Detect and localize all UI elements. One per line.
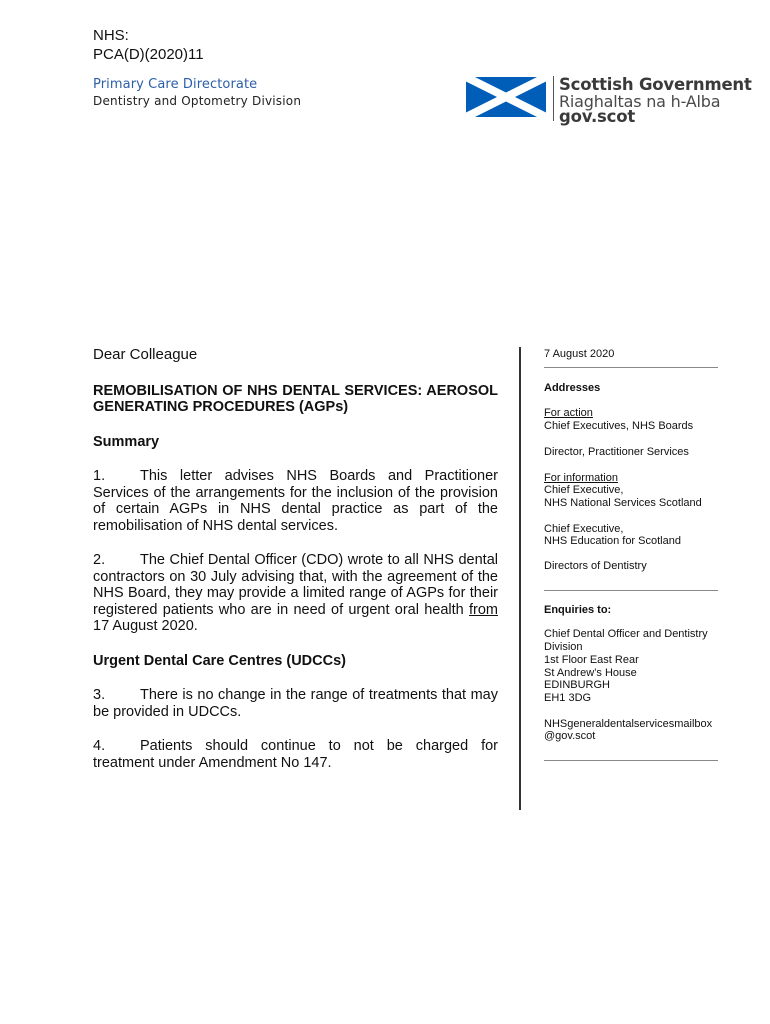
paragraph-2-underlined: from [469,601,498,618]
for-action-recipient-2: Director, Practitioner Services [544,445,689,458]
letter-reference [93,26,204,64]
paragraph-4-number: 4. [93,738,106,754]
division-name: Dentistry and Optometry Division [93,94,302,108]
paragraph-2 [93,552,498,635]
paragraph-3-text: There is no change in the range of treatments that may be provided in UDCCs. [93,687,498,720]
paragraph-3 [93,687,498,720]
enquiries-line-6: EH1 3DG [544,691,592,704]
info-recipient-1-line-2: NHS National Services Scotland [544,496,702,509]
addresses-heading: Addresses [544,381,601,394]
email-line-1: NHSgeneraldentalservicesmailbox [544,717,713,730]
reference-line-1: NHS: [93,27,129,44]
address-sidebar [544,348,720,761]
info-recipient-3: Directors of Dentistry [544,560,647,573]
salutation: Dear Colleague [93,346,198,363]
paragraph-1-number: 1. [93,468,106,484]
directorate-name: Primary Care Directorate [93,77,258,92]
saltire-flag-icon [466,77,546,117]
column-divider [519,347,521,810]
logo-name-gaelic: Riaghaltas na h-Alba [559,92,721,111]
enquiries-line-3: 1st Floor East Rear [544,653,639,666]
enquiries-line-5: EDINBURGH [544,679,611,692]
info-recipient-1-line-1: Chief Executive, [544,484,624,497]
logo-name-english: Scottish Government [559,75,752,94]
separator [544,590,718,591]
for-action-recipient-1: Chief Executives, NHS Boards [544,420,694,433]
info-recipient-2-line-1: Chief Executive, [544,522,624,535]
paragraph-2-text-b: 17 August 2020. [93,618,198,634]
separator [544,760,718,761]
paragraph-3-number: 3. [93,687,106,703]
reference-line-2: PCA(D)(2020)11 [93,46,204,63]
paragraph-4-text: Patients should continue to not be charged for treatment under Amendment No 147. [93,738,498,771]
info-recipient-2-line-2: NHS Education for Scotland [544,535,681,548]
enquiries-line-4: St Andrew’s House [544,666,637,679]
letter-body [93,347,498,789]
for-information-label: For information [544,471,618,484]
enquiries-line-1: Chief Dental Officer and Dentistry [544,628,708,641]
summary-heading: Summary [93,433,160,450]
enquiries-heading: Enquiries to: [544,603,612,616]
paragraph-4 [93,738,498,771]
paragraph-2-text-a: The Chief Dental Officer (CDO) wrote to all NHS dental contractors on 30 July advising that, with the agreement of the NHS Board, they may provide a limited range of AGPs for their registered patients who are in need of urgent oral health [93,552,498,618]
enquiries-line-2: Division [544,641,583,654]
paragraph-1-text: This letter advises NHS Boards and Practitioner Services of the arrangements for the inclusion of the provision of certain AGPs in NHS dental practice as part of the remobilisation of NHS dental services. [93,468,498,534]
email-line-2: @gov.scot [544,730,596,743]
separator [544,367,718,368]
logo-website: gov.scot [559,107,636,126]
logo-divider [553,76,554,121]
udcc-heading: Urgent Dental Care Centres (UDCCs) [93,652,346,669]
paragraph-1 [93,468,498,534]
paragraph-2-number: 2. [93,552,106,568]
letter-date: 7 August 2020 [544,348,615,360]
letter-title: REMOBILISATION OF NHS DENTAL SERVICES: AEROSOL GENERATING PROCEDURES (AGPs) [93,382,498,415]
for-action-label: For action [544,407,593,420]
